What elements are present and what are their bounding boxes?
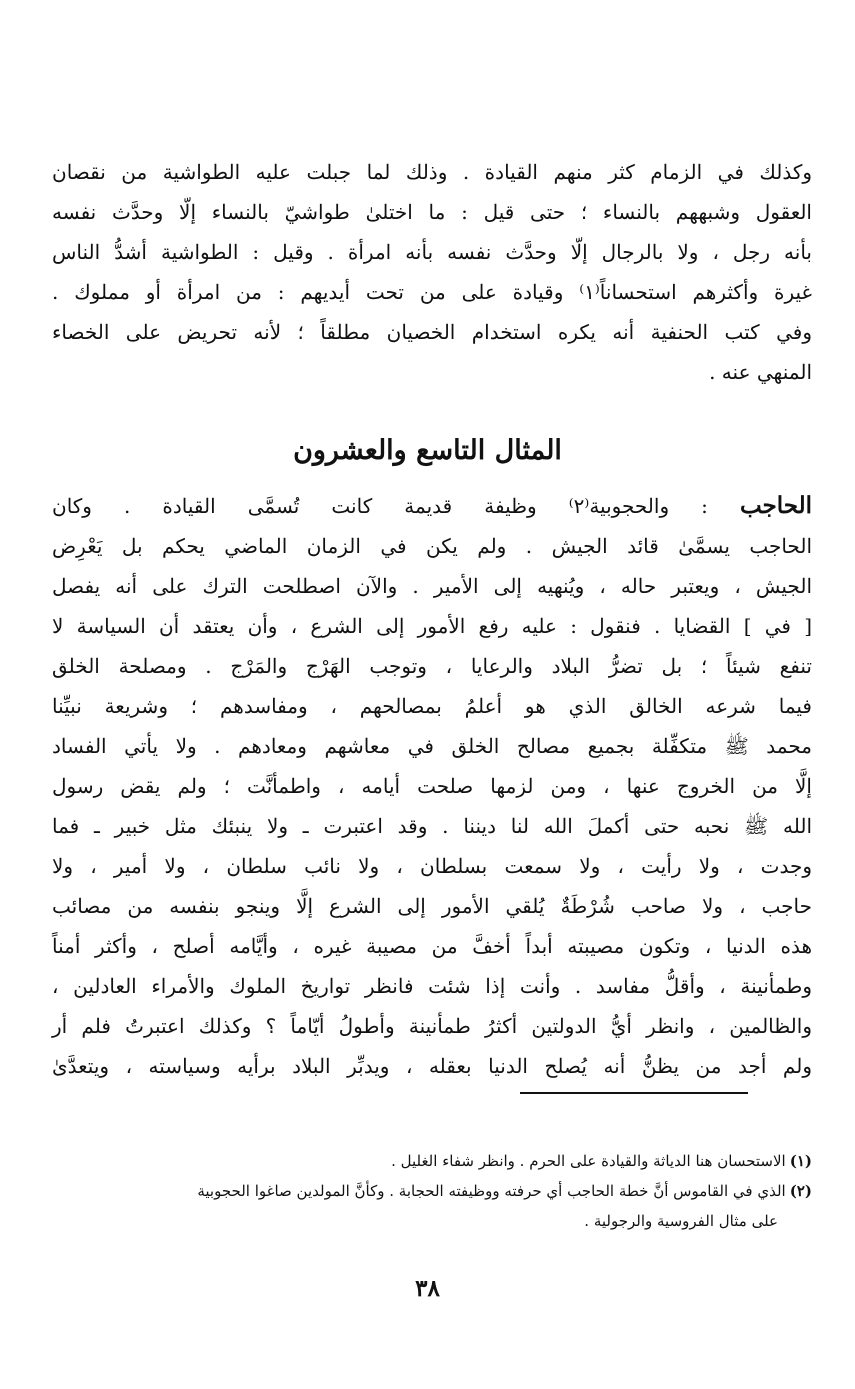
text-line: غيرة وأكثرهم استحساناً⁽١⁾ وقيادة على من تحت أيديهم : من امرأة أو مملوك . (52, 280, 813, 304)
text-line: وفي كتب الحنفية أنه يكره استخدام الخصيان مطلقاً ؛ لأنه تحريض على الخصاء (52, 320, 812, 344)
text-line: الله ﷺ نحبه حتى أكملَ الله لنا ديننا . وقد اعتبرت ـ ولا ينبئك مثل خبير ـ فما (52, 814, 812, 838)
text-line-first (52, 486, 812, 526)
text-line-content: : والحجوبية⁽٢⁾ وظيفة قديمة كانت تُسمَّى القيادة . وكان (52, 494, 740, 518)
text-line: محمد ﷺ متكفِّلة بجميع مصالح الخلق في معاشهم ومعادهم . ولا يأتي الفساد (52, 734, 812, 758)
text-line: وطمأنينة ، وأقلُّ مفاسد . وأنت إذا شئت فانظر تواريخ الملوك والأمراء العادلين ، (52, 974, 812, 998)
lead-term: الحاجب (739, 492, 812, 519)
footnote (52, 1146, 812, 1176)
text-line: حاجب ، ولا صاحب شُرْطَةٌ يُلقي الأمور إلى الشرع إلَّا وينجو بنفسه من مصائب (52, 894, 812, 918)
text-line: إلَّا من الخروج عنها ، ومن لزمها صلحت أيامه ، واطمأنَّت ؛ ولم يقض رسول (52, 774, 812, 798)
footnote (52, 1176, 812, 1206)
text-line: المنهي عنه . (709, 360, 812, 384)
section-heading: المثال التاسع والعشرون (293, 435, 562, 466)
footnote-number: (٢) (789, 1182, 812, 1200)
text-line: هذه الدنيا ، وتكون مصيبته أبداً أخفَّ من مصيبة غيره ، وأيَّامه أصلح ، وأكثر أمناً (52, 934, 812, 958)
text-line: الحاجب يسمَّىٰ قائد الجيش . ولم يكن في الزمان الماضي يحكم بل يَعْرِض (52, 534, 812, 558)
text-line: بأنه رجل ، ولا بالرجال إلّا وحدَّث نفسه بأنه امرأة . وقيل : الطواشية أشدُّ الناس (52, 240, 812, 264)
text-line: العقول وشبههم بالنساء ؛ حتى قيل : ما اختلىٰ طواشيّ بالنساء إلّا وحدَّث نفسه (52, 200, 812, 224)
text-line: فيما شرعه الخالق الذي هو أعلمُ بمصالحهم ، ومفاسدهم ؛ وشريعة نبيِّنا (52, 694, 812, 718)
intro-paragraph (52, 152, 812, 392)
text-line: والظالمين ، وانظر أيُّ الدولتين أكثرُ طمأنينة وأطولُ أيّاماً ؟ وكذلك اعتبرتُ فلم أر (52, 1014, 812, 1038)
body-paragraph (52, 486, 812, 1086)
footnote-continuation: على مثال الفروسية والرجولية . (584, 1212, 778, 1230)
footnote-separator (520, 1092, 748, 1094)
footnotes (52, 1146, 812, 1236)
text-line: [ في ] القضايا . فنقول : عليه رفع الأمور إلى الشرع ، وأن يعتقد أن السياسة لا (52, 614, 812, 638)
text-line: ولم أجد من يظنُّ أنه يُصلح الدنيا بعقله ، ويدبِّر البلاد برأيه وسياسته ، ويتعدَّىٰ (52, 1054, 812, 1078)
page-number: ٣٨ (415, 1275, 440, 1302)
footnote-text: الاستحسان هنا الدياثة والقيادة على الحرم . وانظر شفاء الغليل . (391, 1152, 786, 1170)
footnote-number: (١) (789, 1152, 812, 1170)
text-line: وجدت ، ولا رأيت ، ولا سمعت بسلطان ، ولا نائب سلطان ، ولا أمير ، ولا (52, 854, 812, 878)
text-line: الجيش ، ويعتبر حاله ، ويُنهيه إلى الأمير . والآن اصطلحت الترك على أنه يفصل (52, 574, 812, 598)
footnote-text: الذي في القاموس أنَّ خطة الحاجب أي حرفته ووظيفته الحجابة . وكأنَّ المولدين صاغوا الحجوبية (197, 1182, 786, 1200)
text-line: وكذلك في الزمام كثر منهم القيادة . وذلك لما جبلت عليه الطواشية من نقصان (52, 160, 812, 184)
text-line: تنفع شيئاً ؛ بل تضرُّ البلاد والرعايا ، وتوجب الهَرْج والمَرْج . ومصلحة الخلق (52, 654, 812, 678)
